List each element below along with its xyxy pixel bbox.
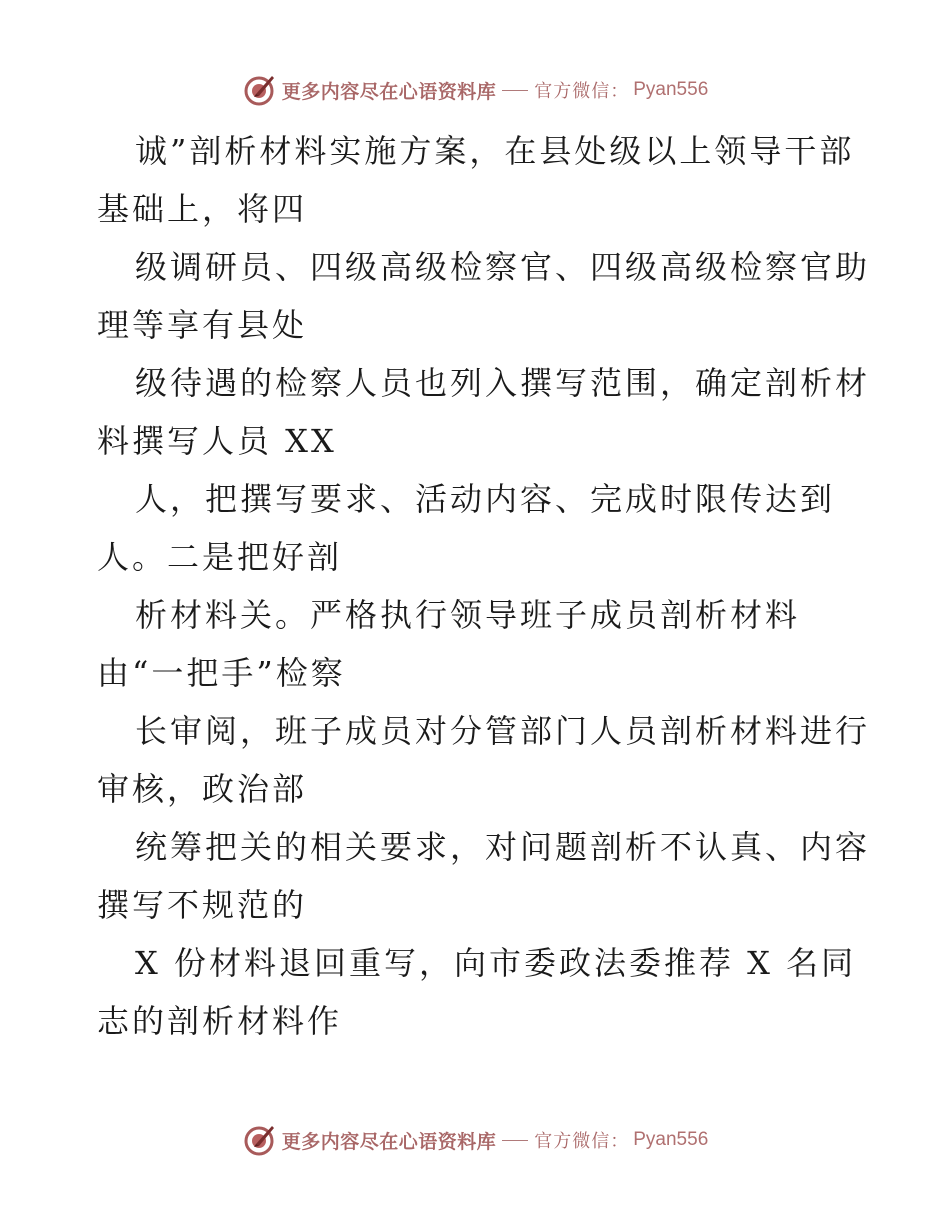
document-body: [97, 122, 877, 1050]
text-line: 析材料关。严格执行领导班子成员剖析材料: [135, 596, 801, 634]
watermark-wechat-id: Pyan556: [633, 1129, 709, 1150]
text-line: 撰写不规范的: [97, 886, 308, 924]
watermark-dash: [502, 90, 528, 91]
header-watermark: [0, 70, 950, 110]
quill-seal-icon: [242, 1122, 278, 1158]
text-line: 级待遇的检察人员也列入撰写范围，确定剖析材: [135, 364, 871, 402]
footer-watermark: [0, 1120, 950, 1160]
text-line: 由“一把手”检察: [97, 654, 346, 692]
text-line: 诚”剖析材料实施方案，在县处级以上领导干部: [135, 132, 855, 170]
text-line: 料撰写人员 XX: [97, 422, 337, 460]
quill-seal-icon: [242, 72, 278, 108]
text-line: 长审阅，班子成员对分管部门人员剖析材料进行: [135, 712, 871, 750]
text-line: 统筹把关的相关要求，对问题剖析不认真、内容: [135, 828, 871, 866]
text-line: 审核，政治部: [97, 770, 308, 808]
text-line: 级调研员、四级高级检察官、四级高级检察官助: [135, 248, 871, 286]
watermark-wechat-id: Pyan556: [633, 79, 709, 100]
text-line: 人，把撰写要求、活动内容、完成时限传达到: [135, 480, 836, 518]
watermark-wechat-label: 官方微信：: [534, 81, 630, 102]
watermark-brand-text: 更多内容尽在心语资料库: [281, 1130, 497, 1153]
text-line: 理等享有县处: [97, 306, 308, 344]
text-line: X 份材料退回重写，向市委政法委推荐 X 名同: [135, 944, 857, 982]
watermark-brand-text: 更多内容尽在心语资料库: [281, 80, 497, 103]
watermark-dash: [502, 1140, 528, 1141]
text-line: 基础上，将四: [97, 190, 308, 228]
text-line: 志的剖析材料作: [97, 1002, 343, 1040]
text-line: 人。二是把好剖: [97, 538, 343, 576]
watermark-wechat-label: 官方微信：: [534, 1131, 630, 1152]
